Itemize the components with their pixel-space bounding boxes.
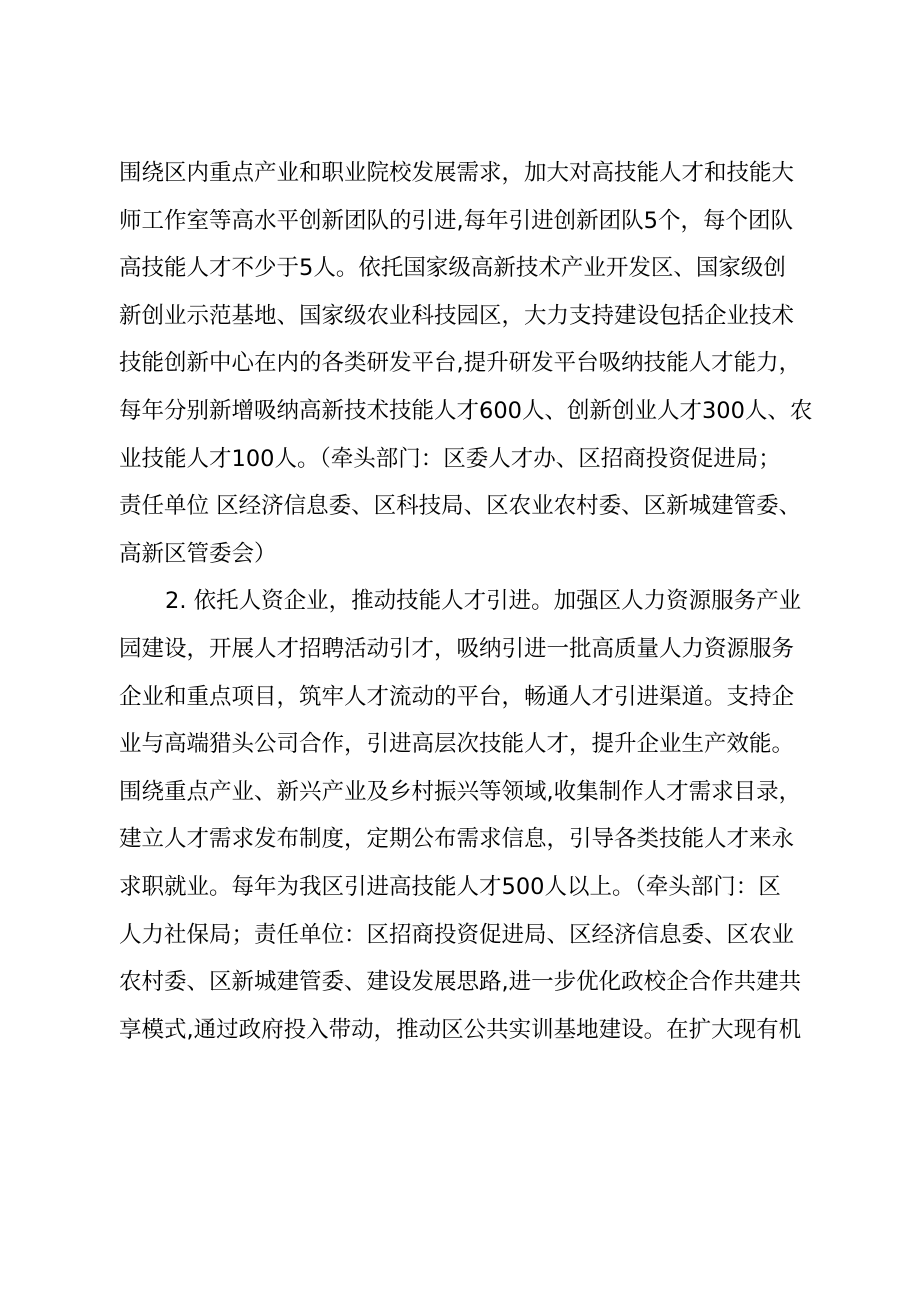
text-line-12: 企业和重点项目，筑牢人才流动的平台，畅通人才引进渠道。支持企 [119,683,795,710]
text-line-9: 高新区管委会） [119,540,277,567]
text-line-16: 求职就业。每年为我区引进高技能人才500人以上。（牵头部门：区 [119,873,781,900]
text-line-5: 技能创新中心在内的各类研发平台,提升研发平台吸纳技能人才能力， [119,350,802,377]
text-line-14: 围绕重点产业、新兴产业及乡村振兴等领域,收集制作人才需求目录， [119,778,802,805]
text-line-3: 高技能人才不少于5人。依托国家级高新技术产业开发区、国家级创 [119,255,786,282]
text-line-6: 每年分别新增吸纳高新技术技能人才600人、创新创业人才300人、农 [119,397,813,424]
text-line-17: 人力社保局；责任单位：区招商投资促进局、区经济信息委、区农业 [119,921,795,948]
text-line-8: 责任单位 区经济信息委、区科技局、区农业农村委、区新城建管委、 [119,493,802,520]
text-line-7: 业技能人才100人。（牵头部门：区委人才办、区招商投资促进局； [119,445,781,472]
text-line-18: 农村委、区新城建管委、建设发展思路,进一步优化政校企合作共建共 [119,969,802,996]
text-line-13: 业与高端猎头公司合作，引进高层次技能人才，提升企业生产效能。 [119,731,795,758]
text-line-11: 园建设，开展人才招聘活动引才，吸纳引进一批高质量人力资源服务 [119,635,795,662]
text-line-4: 新创业示范基地、国家级农业科技园区，大力支持建设包括企业技术 [119,302,795,329]
text-line-19: 享模式,通过政府投入带动，推动区公共实训基地建设。在扩大现有机 [119,1016,802,1043]
text-line-1: 围绕区内重点产业和职业院校发展需求，加大对高技能人才和技能大 [119,160,795,186]
text-line-15: 建立人才需求发布制度，定期公布需求信息，引导各类技能人才来永 [119,826,795,853]
body-text [119,150,819,1054]
paragraph-2-heading-line: 2. 依托人资企业，推动技能人才引进。加强区人力资源服务产业 [165,588,802,615]
text-line-2: 师工作室等高水平创新团队的引进,每年引进创新团队5个，每个团队 [119,207,793,234]
